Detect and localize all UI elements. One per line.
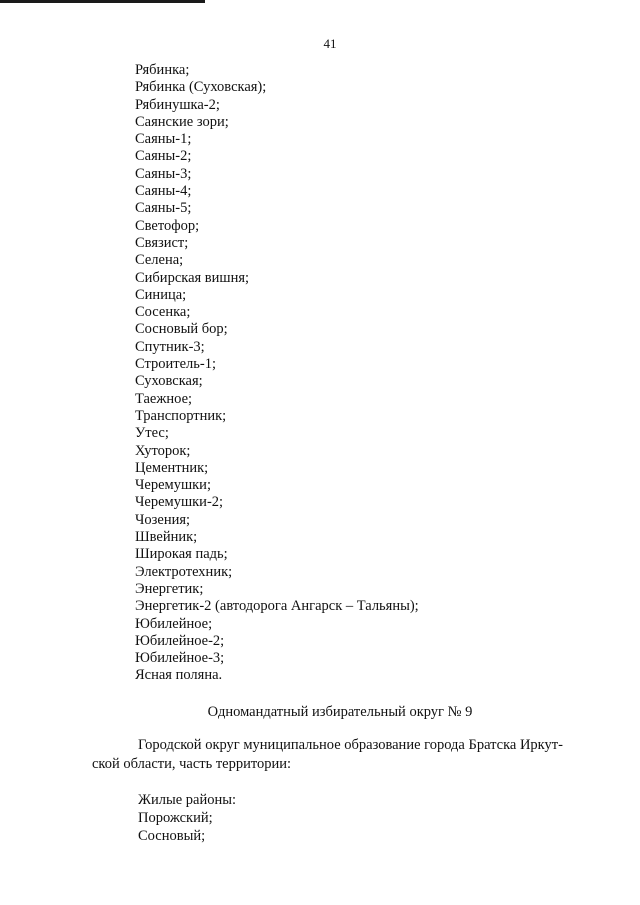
- list-item: Юбилейное-2;: [135, 632, 225, 649]
- description-line: ской области, часть территории:: [92, 756, 292, 772]
- list-item: Селена;: [135, 252, 184, 269]
- list-item: Энергетик;: [135, 580, 204, 597]
- list-item: Энергетик-2 (автодорога Ангарск – Тальяны);: [135, 598, 419, 615]
- list-item: Ясная поляна.: [135, 667, 223, 684]
- list-item: Черемушки-2;: [135, 494, 224, 511]
- list-item: Суховская;: [135, 373, 203, 390]
- residential-label: Жилые районы:: [138, 792, 237, 808]
- list-item: Сибирская вишня;: [135, 269, 250, 286]
- list-item: Широкая падь;: [135, 546, 228, 563]
- list-item: Черемушки;: [135, 477, 211, 494]
- list-item: Связист;: [135, 234, 189, 251]
- list-item: Синица;: [135, 286, 187, 303]
- list-item: Транспортник;: [135, 407, 227, 424]
- list-item: Сосновый бор;: [135, 321, 228, 338]
- list-item: Порожский;: [138, 810, 213, 826]
- list-item: Швейник;: [135, 529, 198, 546]
- list-item: Спутник-3;: [135, 338, 205, 355]
- residential-areas: [138, 791, 236, 845]
- list-item: Рябинка;: [135, 62, 190, 78]
- list-item: Саяны-3;: [135, 165, 192, 182]
- list-item: Рябинка (Суховская);: [135, 79, 267, 96]
- list-item: Саяны-5;: [135, 200, 192, 217]
- list-item: Утес;: [135, 425, 169, 442]
- description-line: Городской округ муниципальное образование города Братска Иркут-: [138, 737, 563, 753]
- list-item: Саяны-2;: [135, 148, 192, 165]
- list-item: Юбилейное-3;: [135, 650, 225, 667]
- settlement-list: [135, 62, 419, 685]
- list-item: Рябинушка-2;: [135, 96, 220, 113]
- list-item: Саяны-1;: [135, 131, 192, 148]
- list-item: Сосенка;: [135, 304, 191, 321]
- list-item: Чозения;: [135, 511, 191, 528]
- list-item: Саянские зори;: [135, 113, 229, 130]
- list-item: Светофор;: [135, 217, 200, 234]
- list-item: Юбилейное;: [135, 615, 213, 632]
- district-description: [92, 736, 582, 774]
- list-item: Саяны-4;: [135, 183, 192, 200]
- list-item: Таежное;: [135, 390, 193, 407]
- district-heading: Одномандатный избирательный округ № 9: [207, 704, 473, 720]
- list-item: Хуторок;: [135, 442, 191, 459]
- list-item: Сосновый;: [138, 828, 206, 844]
- list-item: Электротехник;: [135, 563, 233, 580]
- list-item: Цементник;: [135, 459, 209, 476]
- list-item: Строитель-1;: [135, 356, 216, 373]
- page-number: 41: [323, 36, 337, 51]
- top-rule: [0, 0, 205, 3]
